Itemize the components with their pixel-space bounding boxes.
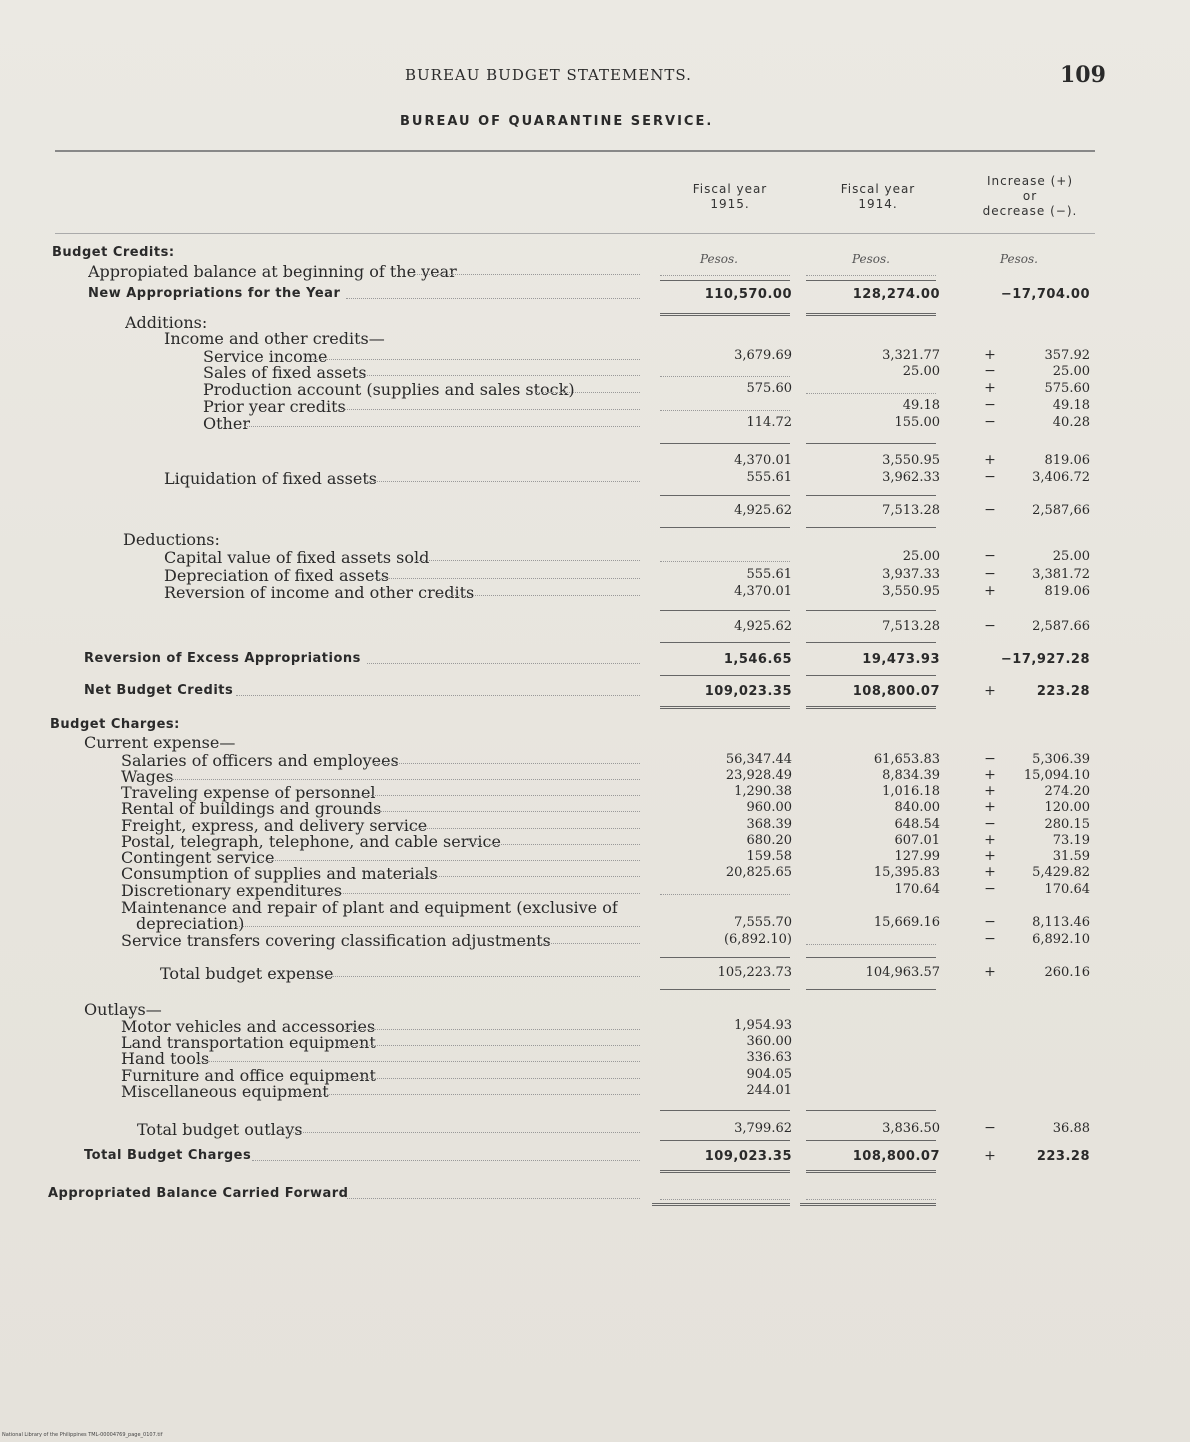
dotted-leader (402, 828, 640, 829)
value-1914: 7,513.28 (882, 619, 940, 634)
value-1914: 25.00 (902, 364, 940, 379)
dotted-leader (252, 1160, 640, 1161)
value-1914: 155.00 (894, 415, 940, 430)
value-change: 6,892.10 (1032, 932, 1090, 947)
dotted-leader (351, 811, 640, 812)
value-1915: 23,928.49 (725, 768, 792, 783)
change-sign: − (984, 751, 996, 767)
value-1914: 61,653.83 (873, 752, 940, 767)
sum-rule (660, 495, 790, 496)
value-change: 5,429.82 (1032, 865, 1090, 880)
value-change: 5,306.39 (1032, 752, 1090, 767)
value-1915: 56,347.44 (725, 752, 792, 767)
sum-rule (660, 675, 790, 676)
sum-rule (806, 957, 936, 958)
row-label: Service transfers covering classification adjustments (121, 931, 551, 950)
row-label: Miscellaneous equipment (121, 1082, 329, 1101)
value-1914: 15,669.16 (873, 915, 940, 930)
row-label: Motor vehicles and accessories (121, 1017, 376, 1036)
value-1915: 1,546.65 (723, 652, 792, 667)
row-label: Discretionary expenditures (121, 881, 342, 900)
value-1914: 1,016.18 (882, 784, 940, 799)
change-sign: − (984, 414, 996, 430)
blank-1915 (660, 561, 790, 562)
row-label: Reversion of Excess Appropriations (84, 651, 361, 666)
change-sign: + (984, 848, 996, 864)
blank-1915 (660, 410, 790, 411)
value-change: 8,113.46 (1032, 915, 1090, 930)
dotted-leader (344, 795, 640, 796)
value-1914: 3,962.33 (882, 470, 940, 485)
row-label: Budget Charges: (50, 717, 180, 732)
sum-rule (660, 1140, 790, 1141)
dotted-leader (309, 359, 640, 360)
dotted-leader (438, 595, 640, 596)
value-change: 2,587.66 (1032, 619, 1090, 634)
dotted-leader (395, 876, 640, 877)
column-header-change: Increase (+) or decrease (−). (982, 174, 1078, 218)
value-1915: 960.00 (746, 800, 792, 815)
row-label: Furniture and office equipment (121, 1066, 376, 1085)
sum-rule (660, 1170, 790, 1173)
value-change: 15,094.10 (1023, 768, 1090, 783)
value-1914: 8,834.39 (882, 768, 940, 783)
value-change: 2,587,66 (1032, 503, 1090, 518)
dotted-leader (198, 1061, 640, 1062)
unit-label-1915: Pesos. (700, 252, 738, 266)
row-label: Freight, express, and delivery service (121, 816, 428, 835)
sum-rule (806, 610, 936, 611)
change-sign: + (984, 864, 996, 880)
row-label: Land transportation equipment (121, 1033, 376, 1052)
change-sign: + (984, 583, 996, 599)
value-change: 3,406.72 (1032, 470, 1090, 485)
value-1914: 648.54 (894, 817, 940, 832)
blank-1915 (660, 1199, 790, 1200)
change-sign: − (984, 881, 996, 897)
bureau-title: BUREAU OF QUARANTINE SERVICE. (400, 114, 714, 129)
sum-rule (806, 313, 936, 316)
change-sign: − (984, 469, 996, 485)
row-label: Wages (121, 767, 174, 786)
row-label: Deductions: (123, 530, 220, 549)
dotted-leader (236, 695, 640, 696)
value-1915: 4,925.62 (734, 619, 792, 634)
value-change: 280.15 (1044, 817, 1090, 832)
row-label: Reversion of income and other credits (164, 583, 475, 602)
value-change: 274.20 (1044, 784, 1090, 799)
value-change: 170.64 (1044, 882, 1090, 897)
change-sign: − (984, 397, 996, 413)
value-1915: 555.61 (746, 567, 792, 582)
value-1914: 49.18 (902, 398, 940, 413)
dotted-leader (338, 409, 640, 410)
row-label: Other (203, 414, 250, 433)
value-change: 36.88 (1052, 1121, 1090, 1136)
value-1914: 19,473.93 (862, 652, 940, 667)
blank-1914 (806, 944, 936, 945)
dotted-leader (468, 844, 640, 845)
dotted-leader (344, 1078, 640, 1079)
value-1915: 360.00 (746, 1034, 792, 1049)
sum-rule (652, 1203, 790, 1206)
change-sign: − (984, 566, 996, 582)
value-change: 40.28 (1052, 415, 1090, 430)
dotted-leader (235, 926, 640, 927)
sum-rule (806, 443, 936, 444)
dotted-leader (413, 274, 640, 275)
value-change: 25.00 (1052, 364, 1090, 379)
row-label: Outlays— (84, 1000, 162, 1019)
value-change: −17,704.00 (1000, 287, 1090, 302)
sum-rule (806, 1110, 936, 1111)
value-1915: (6,892.10) (723, 932, 792, 947)
row-label: Appropriated Balance Carried Forward (48, 1186, 349, 1201)
sum-rule (660, 957, 790, 958)
value-1914: 170.64 (894, 882, 940, 897)
value-1914: 127.99 (894, 849, 940, 864)
sum-rule (660, 527, 790, 528)
dotted-leader (315, 893, 640, 894)
blank-1915 (660, 894, 790, 895)
value-change: 31.59 (1052, 849, 1090, 864)
value-1914: 108,800.07 (852, 1149, 940, 1164)
value-1915: 680.20 (746, 833, 792, 848)
sum-rule (660, 280, 790, 281)
dotted-leader (347, 1198, 640, 1199)
value-change: 25.00 (1052, 549, 1090, 564)
blank-1914 (806, 1199, 936, 1200)
value-1914: 3,836.50 (882, 1121, 940, 1136)
row-label: Current expense— (84, 733, 236, 752)
value-1915: 575.60 (746, 381, 792, 396)
change-sign: − (984, 618, 996, 634)
sum-rule (806, 495, 936, 496)
value-change: 3,381.72 (1032, 567, 1090, 582)
value-change: 223.28 (1036, 1149, 1090, 1164)
blank-1914 (806, 275, 936, 276)
row-label: depreciation) (136, 914, 245, 933)
dotted-leader (512, 943, 640, 944)
value-change: 819.06 (1044, 584, 1090, 599)
value-1915: 3,799.62 (734, 1121, 792, 1136)
row-label: Total Budget Charges (84, 1148, 252, 1163)
sum-rule (806, 527, 936, 528)
dotted-leader (337, 1045, 640, 1046)
row-label: Postal, telegraph, telephone, and cable service (121, 832, 501, 851)
unit-label-change: Pesos. (1000, 252, 1038, 266)
value-1914: 607.01 (894, 833, 940, 848)
dotted-leader (344, 1029, 640, 1030)
header-rule (55, 233, 1095, 234)
value-change: 260.16 (1044, 965, 1090, 980)
row-label: Production account (supplies and sales stock) (203, 380, 575, 399)
unit-label-1914: Pesos. (852, 252, 890, 266)
change-sign: − (984, 1120, 996, 1136)
row-label: Maintenance and repair of plant and equipment (exclusive of (121, 898, 618, 917)
change-sign: − (984, 502, 996, 518)
top-rule (55, 150, 1095, 152)
value-1914: 3,550.95 (882, 584, 940, 599)
dotted-leader (162, 779, 641, 780)
value-1915: 368.39 (746, 817, 792, 832)
dotted-leader (373, 763, 640, 764)
value-1914: 3,550.95 (882, 453, 940, 468)
value-1915: 114.72 (746, 415, 792, 430)
value-1915: 336.63 (746, 1050, 792, 1065)
value-1914: 15,395.83 (873, 865, 940, 880)
dotted-leader (416, 560, 640, 561)
value-1914: 7,513.28 (882, 503, 940, 518)
value-1914: 3,937.33 (882, 567, 940, 582)
value-change: 49.18 (1052, 398, 1090, 413)
row-label: New Appropriations for the Year (88, 286, 341, 301)
row-label: Additions: (125, 313, 208, 332)
sum-rule (660, 642, 790, 643)
sum-rule (806, 675, 936, 676)
row-label: Salaries of officers and employees (121, 751, 399, 770)
value-1915: 555.61 (746, 470, 792, 485)
source-note: National Library of the Philippines TML-00004769_page_0107.tif (2, 1432, 163, 1438)
row-label: Sales of fixed assets (203, 363, 367, 382)
row-label: Liquidation of fixed assets (164, 469, 377, 488)
dotted-leader (244, 426, 641, 427)
change-sign: − (984, 363, 996, 379)
change-sign: + (984, 1148, 996, 1164)
change-sign: + (984, 683, 996, 699)
row-label: Hand tools (121, 1049, 210, 1068)
value-1915: 4,925.62 (734, 503, 792, 518)
value-1915: 110,570.00 (704, 287, 792, 302)
change-sign: + (984, 799, 996, 815)
value-1915: 20,825.65 (725, 865, 792, 880)
value-change: 575.60 (1044, 381, 1090, 396)
value-1914: 840.00 (894, 800, 940, 815)
value-1915: 159.58 (746, 849, 792, 864)
row-label: Budget Credits: (52, 245, 175, 260)
sum-rule (806, 989, 936, 990)
value-1915: 105,223.73 (717, 965, 792, 980)
dotted-leader (310, 976, 640, 977)
dotted-leader (256, 860, 640, 861)
dotted-leader (346, 298, 640, 299)
value-change: −17,927.28 (1000, 652, 1090, 667)
change-sign: + (984, 452, 996, 468)
row-label: Depreciation of fixed assets (164, 566, 390, 585)
sum-rule (806, 642, 936, 643)
change-sign: − (984, 816, 996, 832)
value-1915: 1,954.93 (734, 1018, 792, 1033)
column-header-1915: Fiscal year 1915. (692, 182, 768, 211)
sum-rule (660, 1110, 790, 1111)
sum-rule (806, 280, 936, 281)
value-change: 357.92 (1044, 348, 1090, 363)
value-change: 120.00 (1044, 800, 1090, 815)
page-number: 109 (1060, 62, 1106, 88)
value-1914: 108,800.07 (852, 684, 940, 699)
sum-rule (806, 706, 936, 709)
change-sign: + (984, 832, 996, 848)
value-1915: 244.01 (746, 1083, 792, 1098)
row-label: Rental of buildings and grounds (121, 799, 382, 818)
value-1915: 1,290.38 (734, 784, 792, 799)
row-label: Traveling expense of personnel (121, 783, 376, 802)
row-label: Capital value of fixed assets sold (164, 548, 430, 567)
row-label: Prior year credits (203, 397, 346, 416)
row-label: Appropiated balance at beginning of the year (88, 262, 457, 281)
value-1915: 904.05 (746, 1067, 792, 1082)
value-1914: 128,274.00 (852, 287, 940, 302)
dotted-leader (287, 1132, 640, 1133)
row-label: Contingent service (121, 848, 275, 867)
change-sign: + (984, 347, 996, 363)
blank-1915 (660, 376, 790, 377)
value-1914: 25.00 (902, 549, 940, 564)
value-1915: 7,555.70 (734, 915, 792, 930)
value-change: 73.19 (1052, 833, 1090, 848)
sum-rule (660, 313, 790, 316)
dotted-leader (365, 481, 640, 482)
value-1915: 4,370.01 (734, 453, 792, 468)
value-1915: 3,679.69 (734, 348, 792, 363)
row-label: Net Budget Credits (84, 683, 234, 698)
change-sign: − (984, 914, 996, 930)
value-1915: 4,370.01 (734, 584, 792, 599)
sum-rule (806, 1170, 936, 1173)
dotted-leader (536, 392, 641, 393)
row-label: Service income (203, 347, 328, 366)
blank-1914 (806, 393, 936, 394)
row-label: Total budget expense (160, 964, 334, 983)
dotted-leader (372, 578, 640, 579)
value-change: 819.06 (1044, 453, 1090, 468)
sum-rule (660, 989, 790, 990)
value-1915: 109,023.35 (704, 684, 792, 699)
change-sign: + (984, 767, 996, 783)
sum-rule (800, 1203, 936, 1206)
change-sign: − (984, 548, 996, 564)
value-1914: 3,321.77 (882, 348, 940, 363)
dotted-leader (293, 1094, 640, 1095)
column-header-1914: Fiscal year 1914. (840, 182, 916, 211)
sum-rule (660, 610, 790, 611)
value-1914: 104,963.57 (865, 965, 940, 980)
running-title: BUREAU BUDGET STATEMENTS. (405, 66, 692, 84)
sum-rule (806, 1140, 936, 1141)
change-sign: + (984, 964, 996, 980)
row-label: Total budget outlays (137, 1120, 303, 1139)
row-label: Income and other credits— (164, 329, 385, 348)
change-sign: − (984, 931, 996, 947)
row-label: Consumption of supplies and materials (121, 864, 438, 883)
sum-rule (660, 706, 790, 709)
value-change: 223.28 (1036, 684, 1090, 699)
blank-1915 (660, 275, 790, 276)
dotted-leader (360, 375, 640, 376)
value-1915: 109,023.35 (704, 1149, 792, 1164)
change-sign: + (984, 783, 996, 799)
sum-rule (660, 443, 790, 444)
dotted-leader (367, 663, 640, 664)
change-sign: + (984, 380, 996, 396)
